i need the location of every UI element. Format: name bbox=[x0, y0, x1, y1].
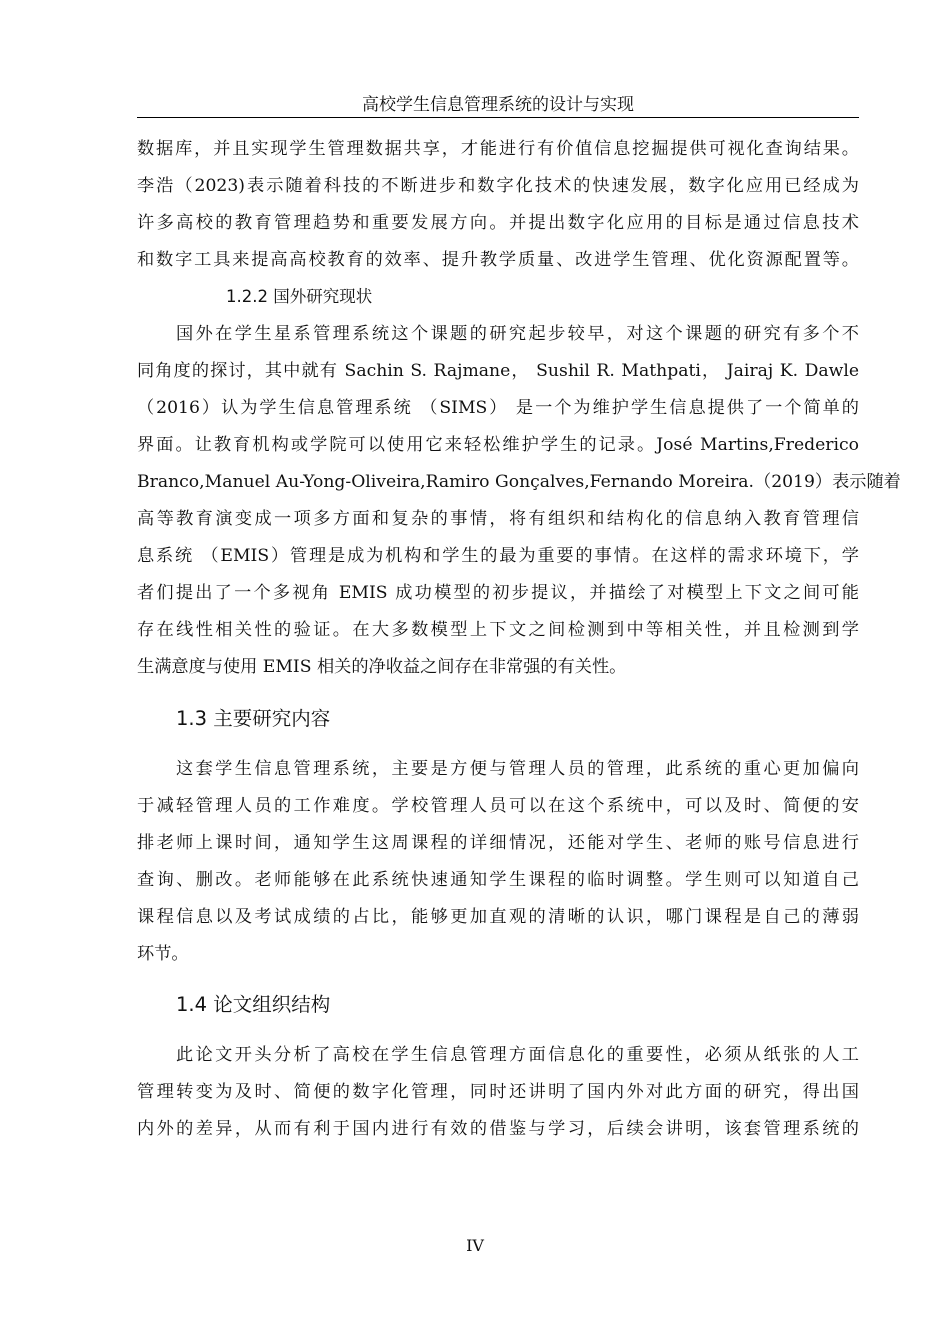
body-line: 许多高校的教育管理趋势和重要发展方向。并提出数字化应用的目标是通过信息技术 bbox=[137, 213, 859, 233]
body-line: 课程信息以及考试成绩的占比，能够更加直观的清晰的认识，哪门课程是自己的薄弱 bbox=[137, 907, 859, 927]
body-line: 生满意度与使用 EMIS 相关的净收益之间存在非常强的有关性。 bbox=[137, 657, 627, 677]
page-number: IV bbox=[466, 1236, 484, 1255]
header-rule bbox=[137, 117, 859, 118]
body-line: 高等教育演变成一项多方面和复杂的事情，将有组织和结构化的信息纳入教育管理信 bbox=[137, 509, 859, 529]
body-line: 数据库，并且实现学生管理数据共享，才能进行有价值信息挖掘提供可视化查询结果。 bbox=[137, 139, 859, 159]
body-line: Branco,Manuel Au-Yong-Oliveira,Ramiro Gonçalves,Fernando Moreira.（2019）表示随着 bbox=[137, 472, 901, 492]
section-heading: 1.3 主要研究内容 bbox=[176, 707, 331, 730]
body-line: （2016）认为学生信息管理系统 （SIMS） 是一个为维护学生信息提供了一个简单的 bbox=[137, 398, 859, 418]
section-heading: 1.4 论文组织结构 bbox=[176, 993, 331, 1016]
body-line: 同角度的探讨，其中就有 Sachin S. Rajmane， Sushil R. Mathpati， Jairaj K. Dawle bbox=[137, 361, 859, 381]
body-line: 国外在学生星系管理系统这个课题的研究起步较早，对这个课题的研究有多个不 bbox=[176, 324, 859, 344]
body-line: 内外的差异，从而有利于国内进行有效的借鉴与学习，后续会讲明，该套管理系统的 bbox=[137, 1119, 859, 1139]
body-line: 环节。 bbox=[137, 944, 189, 964]
body-line: 息系统 （EMIS）管理是成为机构和学生的最为重要的事情。在这样的需求环境下，学 bbox=[137, 546, 859, 566]
body-line: 界面。让教育机构或学院可以使用它来轻松维护学生的记录。José Martins,Frederico bbox=[137, 435, 859, 455]
body-line: 于减轻管理人员的工作难度。学校管理人员可以在这个系统中，可以及时、简便的安 bbox=[137, 796, 859, 816]
running-title: 高校学生信息管理系统的设计与实现 bbox=[362, 95, 634, 115]
body-line: 存在线性相关性的验证。在大多数模型上下文之间检测到中等相关性，并且检测到学 bbox=[137, 620, 859, 640]
body-line: 这套学生信息管理系统，主要是方便与管理人员的管理，此系统的重心更加偏向 bbox=[176, 759, 859, 779]
body-line: 此论文开头分析了高校在学生信息管理方面信息化的重要性，必须从纸张的人工 bbox=[176, 1045, 859, 1065]
subsection-heading: 1.2.2 国外研究现状 bbox=[226, 287, 373, 306]
body-line: 者们提出了一个多视角 EMIS 成功模型的初步提议，并描绘了对模型上下文之间可能 bbox=[137, 583, 859, 603]
body-line: 和数字工具来提高高校教育的效率、提升教学质量、改进学生管理、优化资源配置等。 bbox=[137, 250, 859, 270]
body-line: 李浩（2023)表示随着科技的不断进步和数字化技术的快速发展，数字化应用已经成为 bbox=[137, 176, 859, 196]
body-line: 排老师上课时间，通知学生这周课程的详细情况，还能对学生、老师的账号信息进行 bbox=[137, 833, 859, 853]
body-line: 查询、删改。老师能够在此系统快速通知学生课程的临时调整。学生则可以知道自己 bbox=[137, 870, 859, 890]
body-line: 管理转变为及时、简便的数字化管理，同时还讲明了国内外对此方面的研究，得出国 bbox=[137, 1082, 859, 1102]
